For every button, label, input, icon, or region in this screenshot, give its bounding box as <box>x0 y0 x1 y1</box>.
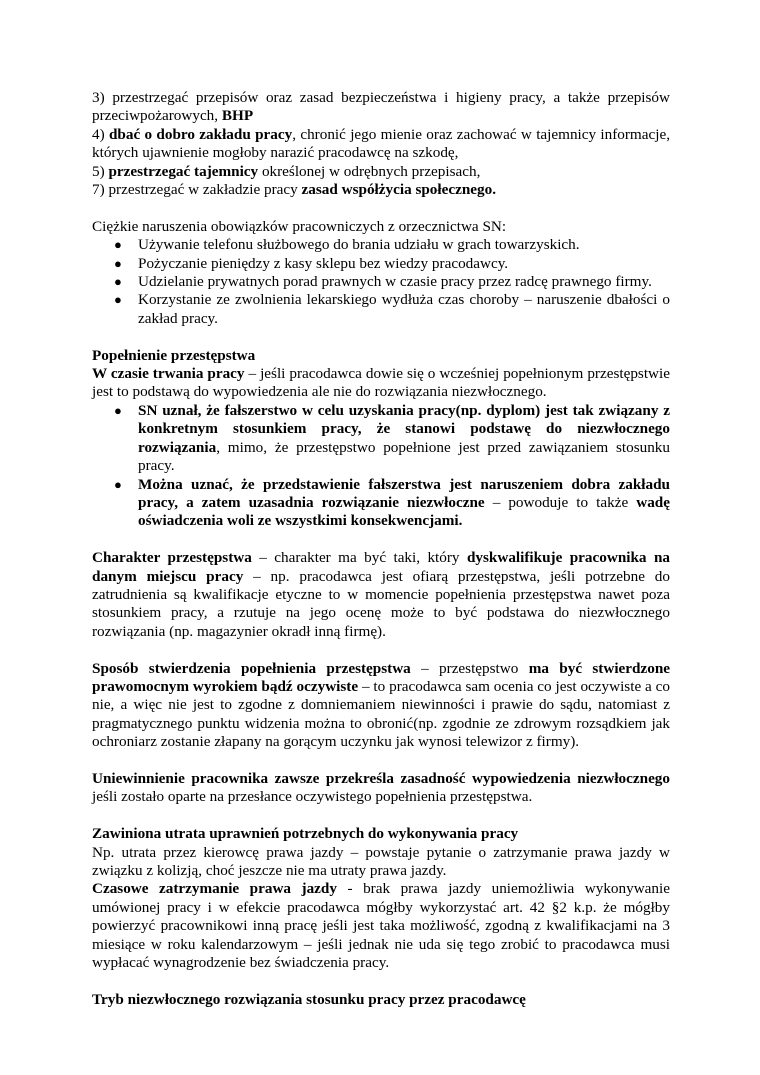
obligation-3: 3) przestrzegać przepisów oraz zasad bezpieczeństwa i higieny pracy, a także przepisów przeciwpożarowych, BHP <box>92 89 670 125</box>
mode-heading: Tryb niezwłocznego rozwiązania stosunku pracy przez pracodawcę <box>92 990 526 1008</box>
list-item: ● Korzystanie ze zwolnienia lekarskiego wydłuża czas choroby – naruszenie dbałości o zakład pracy. <box>114 291 670 327</box>
document-page <box>92 89 670 1009</box>
obligation-5: 5) przestrzegać tajemnicy określonej w odrębnych przepisach, <box>92 162 481 180</box>
loss-paragraph-1: Np. utrata przez kierowcę prawa jazdy – powstaje pytanie o zatrzymanie prawa jazdy w związku z kolizją, choć jeszcze nie ma utraty prawa jazdy. <box>92 843 670 879</box>
obligation-4: 4) dbać o dobro zakładu pracy, chronić jego mienie oraz zachować w tajemnicy informacje, których ujawnienie mogłoby narazić pracodawcę na szkodę, <box>92 125 670 162</box>
obligation-7: 7) przestrzegać w zakładzie pracy zasad współżycia społecznego. <box>92 181 497 199</box>
loss-heading: Zawiniona utrata uprawnień potrzebnych do wykonywania pracy <box>92 825 519 843</box>
list-item: ● Używanie telefonu służbowego do brania udziału w grach towarzyskich. <box>114 236 580 254</box>
acquittal-paragraph: Uniewinnienie pracownika zawsze przekreśla zasadność wypowiedzenia niezwłocznego jeśli zostało oparte na przesłance oczywistego popełnienia przestępstwa. <box>92 769 670 806</box>
list-item: ● Pożyczanie pieniędzy z kasy sklepu bez wiedzy pracodawcy. <box>114 254 509 272</box>
loss-paragraph-2: Czasowe zatrzymanie prawa jazdy - brak prawa jazdy uniemożliwia wykonywanie umówionej pracy i w efekcie pracodawca mógłby wykorzystać art. 42 §2 k.p. że mógłby powierzyć pracownikowi inną pracę jeśli jest taka możliwość, zgodną z kwalifikacjami na 3 miesiące w roku kalendarzowym – jeśli jednak nie uda się tego zrobić to pracodawca musi wypłacać wynagrodzenie bez świadczenia pracy. <box>92 880 670 971</box>
list-item: ● Udzielanie prywatnych porad prawnych w czasie pracy przez radcę prawnego firmy. <box>114 273 652 291</box>
crime-heading: Popełnienie przestępstwa <box>92 346 256 364</box>
list-item: ● Można uznać, że przedstawienie fałszerstwa jest naruszeniem dobra zakładu pracy, a zatem uzasadnia rozwiązanie niezwłoczne – powoduje to także wadę oświadczenia woli ze wszystkimi konsekwencjami. <box>114 475 670 530</box>
violations-intro: Ciężkie naruszenia obowiązków pracowniczych z orzecznictwa SN: <box>92 217 507 235</box>
crime-lead: W czasie trwania pracy – jeśli pracodawca dowie się o wcześniej popełnionym przestępstwie jest to podstawą do wypowiedzenia ale nie do rozwiązania niezwłocznego. <box>92 365 670 401</box>
violations-list <box>92 236 670 328</box>
list-item: ● SN uznał, że fałszerstwo w celu uzyskania pracy(np. dyplom) jest tak związany z konkretnym stosunkiem pracy, że stanowi podstawę do niezwłocznego rozwiązania, mimo, że przestępstwo popełnione jest przed zawiązaniem stosunku pracy. <box>114 401 670 475</box>
crime-list <box>92 402 670 531</box>
character-paragraph: Charakter przestępstwa – charakter ma być taki, który dyskwalifikuje pracownika na danym miejscu pracy – np. pracodawca jest ofiarą przestępstwa, jeśli potrzebne do zatrudnienia są kwalifikacje etyczne to w momencie popełnienia przestępstwa nawet poza stosunkiem pracy, a rzutuje na jego ocenę może to być podstawa do niezwłocznego rozwiązania (np. magazynier okradł inną firmę). <box>92 549 670 640</box>
method-paragraph: Sposób stwierdzenia popełnienia przestępstwa – przestępstwo ma być stwierdzone prawomocnym wyrokiem bądź oczywiste – to pracodawca sam ocenia co jest oczywiste a co nie, a więc nie jest to zgodne z domniemaniem niewinności i prawie do sądu, natomiast z pragmatycznego punktu widzenia można to obronić(np. zgodnie ze zdrowym rozsądkiem jak ochroniarz zostanie złapany na gorącym uczynku jak wynosi telewizor z firmy). <box>92 659 671 751</box>
